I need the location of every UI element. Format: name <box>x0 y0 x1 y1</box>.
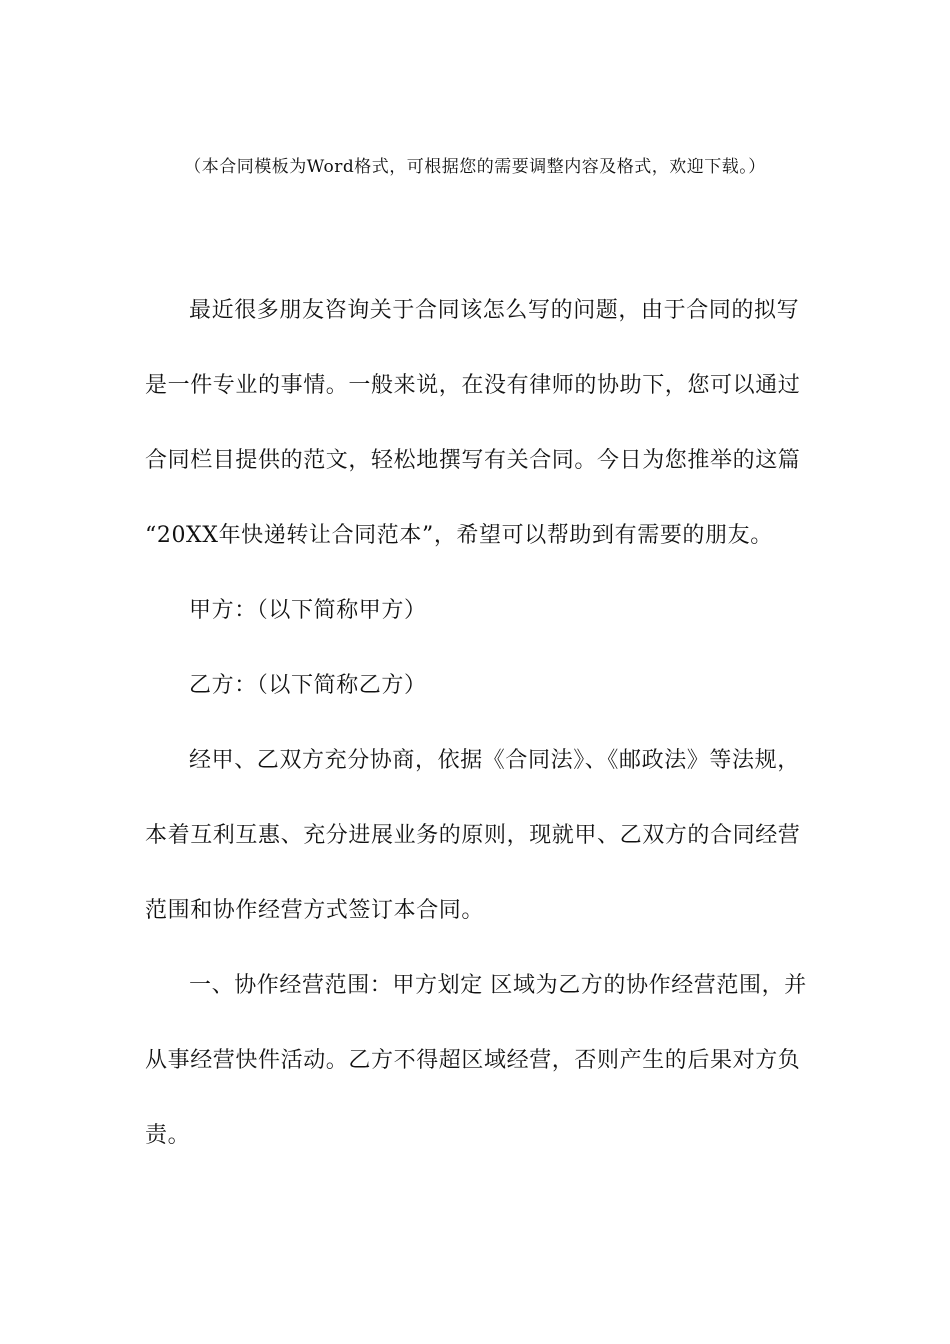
clause-line: 责。 <box>145 1123 191 1148</box>
paragraph-line: 是一件专业的事情。一般来说，在没有律师的协助下，您可以通过 <box>145 373 801 398</box>
paragraph-line: 最近很多朋友咨询关于合同该怎么写的问题，由于合同的拟写 <box>189 298 800 323</box>
paragraph-line: 合同栏目提供的范文，轻松地撰写有关合同。今日为您推举的这篇 <box>145 448 801 473</box>
paragraph-line: 本着互利互惠、充分进展业务的原则，现就甲、乙双方的合同经营 <box>145 823 801 848</box>
paragraph-line: “20XX年快递转让合同范本”，希望可以帮助到有需要的朋友。 <box>145 523 773 548</box>
clause-line: 一、协作经营范围：甲方划定 区域为乙方的协作经营范围，并 <box>189 973 807 998</box>
party-a-line: 甲方：（以下简称甲方） <box>189 598 427 623</box>
template-note: （本合同模板为Word格式，可根据您的需要调整内容及格式，欢迎下载。） <box>184 157 766 177</box>
paragraph-line: 范围和协作经营方式签订本合同。 <box>145 898 485 923</box>
paragraph-line: 经甲、乙双方充分协商，依据《合同法》、《邮政法》等法规， <box>189 748 800 773</box>
party-b-line: 乙方：（以下简称乙方） <box>189 673 427 698</box>
clause-line: 从事经营快件活动。乙方不得超区域经营，否则产生的后果对方负 <box>145 1048 801 1073</box>
